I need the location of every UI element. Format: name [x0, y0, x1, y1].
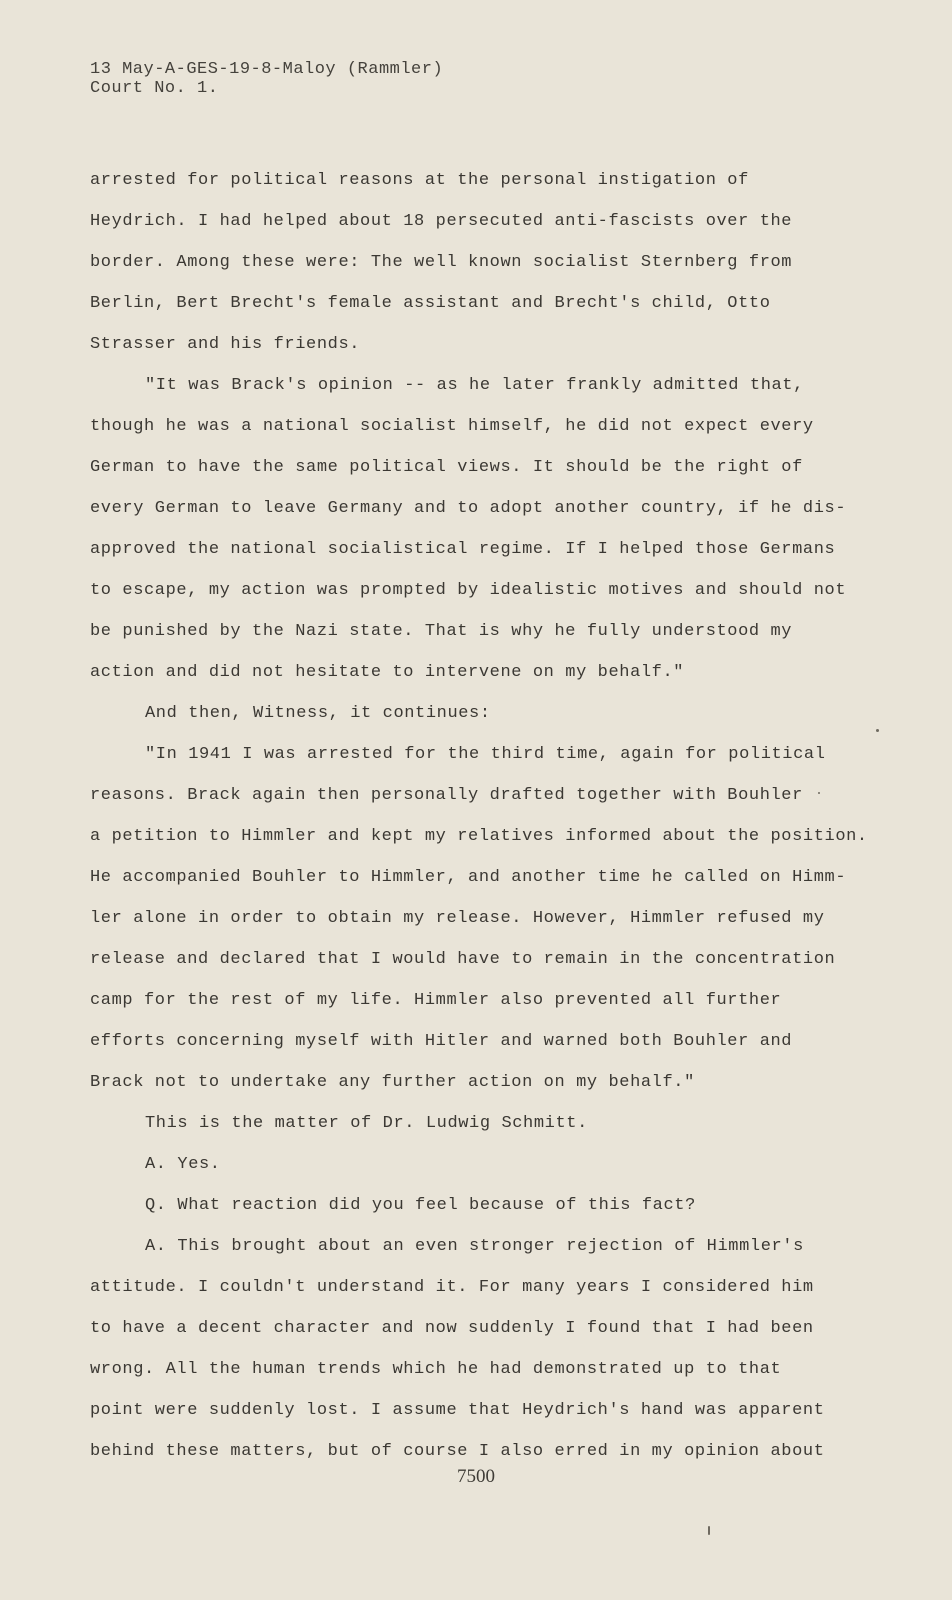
text-line: reasons. Brack again then personally drafted together with Bouhler — [90, 786, 803, 805]
paper-speck — [818, 792, 820, 794]
text-line: Heydrich. I had helped about 18 persecuted anti-fascists over the — [90, 212, 793, 231]
transcript-body — [90, 160, 868, 1472]
text-line: efforts concerning myself with Hitler and warned both Bouhler and — [90, 1032, 793, 1051]
text-line: though he was a national socialist himself, he did not expect every — [90, 417, 814, 436]
text-line: action and did not hesitate to intervene on my behalf." — [90, 663, 685, 682]
text-line: to escape, my action was prompted by idealistic motives and should not — [90, 581, 847, 600]
text-line: attitude. I couldn't understand it. For many years I considered him — [90, 1278, 814, 1297]
text-line: "It was Brack's opinion -- as he later frankly admitted that, — [145, 376, 804, 395]
paper-speck — [708, 1526, 710, 1535]
text-line: A. Yes. — [145, 1155, 221, 1174]
text-line: wrong. All the human trends which he had demonstrated up to that — [90, 1360, 782, 1379]
text-line: "In 1941 I was arrested for the third time, again for political — [145, 745, 826, 764]
text-line: behind these matters, but of course I also erred in my opinion about — [90, 1442, 825, 1461]
text-line: ler alone in order to obtain my release. However, Himmler refused my — [90, 909, 825, 928]
text-line: A. This brought about an even stronger rejection of Himmler's — [145, 1237, 804, 1256]
header-line-1: 13 May-A-GES-19-8-Maloy (Rammler) — [90, 60, 444, 79]
text-line: border. Among these were: The well known socialist Sternberg from — [90, 253, 793, 272]
paper-speck — [876, 729, 879, 732]
text-line: This is the matter of Dr. Ludwig Schmitt. — [145, 1114, 588, 1133]
text-line: be punished by the Nazi state. That is why he fully understood my — [90, 622, 793, 641]
document-header — [90, 60, 443, 98]
text-line: arrested for political reasons at the personal instigation of — [90, 171, 749, 190]
text-line: He accompanied Bouhler to Himmler, and another time he called on Himm- — [90, 868, 847, 887]
text-line: every German to leave Germany and to adopt another country, if he dis- — [90, 499, 847, 518]
text-line: release and declared that I would have to remain in the concentration — [90, 950, 836, 969]
text-line: German to have the same political views. It should be the right of — [90, 458, 803, 477]
header-line-2: Court No. 1. — [90, 79, 219, 98]
text-line: to have a decent character and now suddenly I found that I had been — [90, 1319, 814, 1338]
text-line: Brack not to undertake any further action on my behalf." — [90, 1073, 695, 1092]
text-line: camp for the rest of my life. Himmler also prevented all further — [90, 991, 782, 1010]
text-line: Q. What reaction did you feel because of this fact? — [145, 1196, 696, 1215]
text-line: And then, Witness, it continues: — [145, 704, 491, 723]
text-line: point were suddenly lost. I assume that Heydrich's hand was apparent — [90, 1401, 825, 1420]
text-line: a petition to Himmler and kept my relatives informed about the position. — [90, 827, 868, 846]
page-number: 7500 — [457, 1466, 495, 1487]
text-line: approved the national socialistical regime. If I helped those Germans — [90, 540, 836, 559]
text-line: Berlin, Bert Brecht's female assistant and Brecht's child, Otto — [90, 294, 771, 313]
text-line: Strasser and his friends. — [90, 335, 361, 354]
